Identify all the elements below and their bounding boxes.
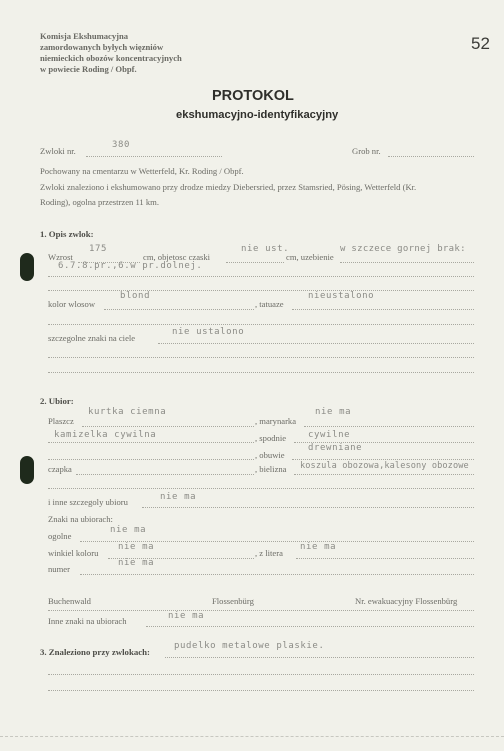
zwloki-value: 380	[112, 140, 131, 150]
found-line-1: Zwloki znaleziono i ekshumowano przy drodze miedzy Diebersried, przez Stamsried, Pösing, Wetterfeld (Kr.	[40, 182, 417, 192]
marynarka-value: nie ma	[315, 407, 352, 417]
camp-buchenwald: Buchenwald	[48, 596, 91, 606]
blank-line-7	[48, 690, 474, 691]
tatuaze-label: , tatuaze	[255, 299, 284, 309]
section3-value: pudelko metalowe plaskie.	[174, 641, 325, 651]
marynarka-line	[304, 426, 474, 427]
blank-line-3	[48, 357, 474, 358]
czaska-value: nie ust.	[241, 244, 290, 254]
org-line-2: zamordowanych byłych więzniów	[40, 42, 164, 52]
inne-znaki-label: Inne znaki na ubiorach	[48, 616, 127, 626]
cemetery-text: Pochowany na cmentarzu w Wetterfeld, Kr. Roding / Obpf.	[40, 166, 244, 176]
kolor-label: kolor wlosow	[48, 299, 96, 309]
plaszcz-label: Plaszcz	[48, 416, 74, 426]
numer-value: nie ma	[118, 558, 155, 568]
litera-line	[296, 558, 474, 559]
uzebienie-line	[340, 262, 474, 263]
section3-title: 3. Znaleziono przy zwlokach:	[40, 647, 150, 657]
section1-title: 1. Opis zwlok:	[40, 229, 94, 239]
cm-label: cm, objetosc czaski	[143, 252, 211, 262]
marynarka-label: , marynarka	[255, 416, 297, 426]
ogolne-label: ogolne	[48, 531, 72, 541]
tatuaze-line	[292, 309, 474, 310]
cm2-label: cm, uzebienie	[286, 252, 334, 262]
znaki-ubior-label: Znaki na ubiorach:	[48, 514, 113, 524]
spodnie-value: cywilne	[308, 430, 351, 440]
inne-label: i inne szczegoly ubioru	[48, 497, 128, 507]
grob-label: Grob nr.	[352, 146, 381, 156]
camp-line	[48, 610, 474, 611]
bielizna-line	[294, 474, 474, 475]
znaki-line	[158, 343, 474, 344]
plaszcz-value: kurtka ciemna	[88, 407, 167, 417]
znaki-label: szczegolne znaki na ciele	[48, 333, 136, 343]
blank-line-5	[48, 488, 474, 489]
inne-value: nie ma	[160, 492, 197, 502]
punch-hole-top	[20, 253, 34, 281]
org-line-3: niemieckich obozów koncentracyjnych	[40, 53, 182, 63]
protocol-title: PROTOKOL	[212, 88, 294, 104]
zwloki-line	[86, 156, 222, 157]
uzebienie-value: w szczece gornej brak:	[340, 244, 466, 254]
obuwie-value-line	[292, 459, 474, 460]
kamizelka-line	[48, 442, 254, 443]
inne-znaki-line	[146, 626, 474, 627]
kolor-line	[104, 309, 254, 310]
winkiel-label: winkiel koloru	[48, 548, 99, 558]
winkiel-value: nie ma	[118, 542, 155, 552]
found-line-2: Roding), ogolna przestrzen 11 km.	[40, 197, 160, 207]
obuwie-value: drewniane	[308, 443, 363, 453]
ogolne-value: nie ma	[110, 525, 147, 535]
wzrost-label: Wzrost	[48, 252, 73, 262]
tatuaze-value: nieustalono	[308, 291, 375, 301]
bottom-fold	[0, 736, 504, 737]
camp-evac-number: Nr. ewakuacyjny Flossenbürg	[355, 596, 458, 606]
page-number: 52	[471, 34, 490, 53]
obuwie-label: , obuwie	[255, 450, 285, 460]
kolor-value: blond	[120, 291, 151, 301]
bielizna-label: , bielizna	[255, 464, 287, 474]
numer-label: numer	[48, 564, 70, 574]
punch-hole-bottom	[20, 456, 34, 484]
uzebienie-cont-line	[48, 276, 474, 277]
uzebienie-cont: 6.7.8.pr.,6.w pr.dolnej.	[58, 261, 203, 271]
czapka-label: czapka	[48, 464, 72, 474]
wzrost-value: 175	[89, 244, 108, 254]
zwloki-label: Zwloki nr.	[40, 146, 76, 156]
znaki-value: nie ustalono	[172, 327, 245, 337]
spodnie-label: , spodnie	[255, 433, 287, 443]
protocol-subtitle: ekshumacyjno-identyfikacyjny	[176, 109, 339, 121]
section2-title: 2. Ubior:	[40, 396, 74, 406]
blank-line-6	[48, 674, 474, 675]
obuwie-line	[48, 459, 254, 460]
czapka-line	[76, 474, 254, 475]
kamizelka-value: kamizelka cywilna	[54, 430, 157, 440]
blank-line-4	[48, 372, 474, 373]
inne-line	[142, 507, 474, 508]
litera-label: , z litera	[255, 548, 283, 558]
blank-line-2	[48, 324, 474, 325]
org-line-4: w powiecie Roding / Obpf.	[40, 64, 137, 74]
grob-line	[388, 156, 474, 157]
org-line-1: Komisja Ekshumacyjna	[40, 31, 129, 41]
czaska-line	[226, 262, 284, 263]
camp-flossenburg: Flossenbürg	[212, 596, 254, 606]
inne-znaki-value: nie ma	[168, 611, 205, 621]
plaszcz-line	[82, 426, 254, 427]
litera-value: nie ma	[300, 542, 337, 552]
numer-line	[80, 574, 474, 575]
blank-line-1	[48, 290, 474, 291]
bielizna-value: koszula obozowa,kalesony obozowe	[300, 461, 469, 471]
section3-line	[165, 657, 474, 658]
